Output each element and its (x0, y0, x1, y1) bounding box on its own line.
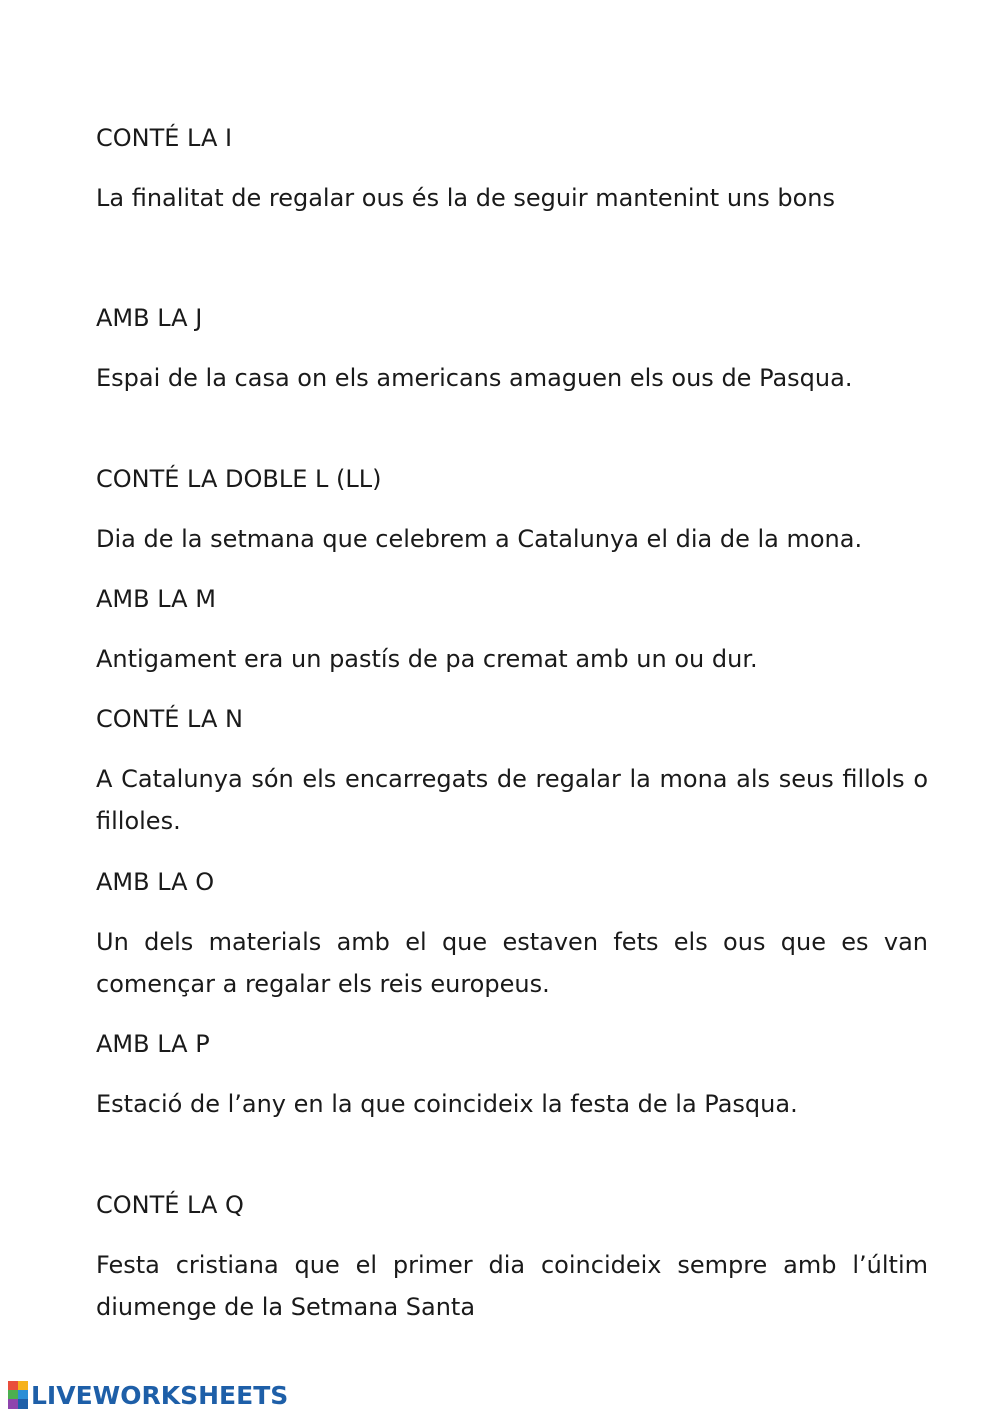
footer-brand (8, 1378, 288, 1412)
entry-heading-m: AMB LA M (96, 585, 216, 613)
brand-name: LIVEWORKSHEETS (31, 1380, 289, 1410)
entry-heading-ll: CONTÉ LA DOBLE L (LL) (96, 465, 382, 493)
entry-clue-o: Un dels materials amb el que estaven fets els ous que es van començar a regalar els reis europeus. (96, 928, 928, 998)
entry-clue-n: A Catalunya són els encarregats de regalar la mona als seus fillols o filloles. (96, 765, 928, 835)
entry-clue-j: Espai de la casa on els americans amaguen els ous de Pasqua. (96, 364, 853, 392)
entry-clue-i: La finalitat de regalar ous és la de seguir mantenint uns bons (96, 184, 836, 212)
entry-heading-j: AMB LA J (96, 304, 203, 332)
liveworksheets-logo-icon (8, 1381, 28, 1409)
entry-clue-p: Estació de l’any en la que coincideix la festa de la Pasqua. (96, 1090, 798, 1118)
entry-heading-q: CONTÉ LA Q (96, 1191, 244, 1219)
entry-clue-m: Antigament era un pastís de pa cremat amb un ou dur. (96, 645, 758, 673)
entry-heading-p: AMB LA P (96, 1030, 210, 1058)
entry-heading-n: CONTÉ LA N (96, 705, 243, 733)
entry-heading-o: AMB LA O (96, 868, 215, 896)
entry-clue-q: Festa cristiana que el primer dia coincideix sempre amb l’últim diumenge de la Setmana Santa (96, 1251, 928, 1321)
entry-heading-i: CONTÉ LA I (96, 124, 233, 152)
entry-clue-ll: Dia de la setmana que celebrem a Catalunya el dia de la mona. (96, 525, 863, 553)
